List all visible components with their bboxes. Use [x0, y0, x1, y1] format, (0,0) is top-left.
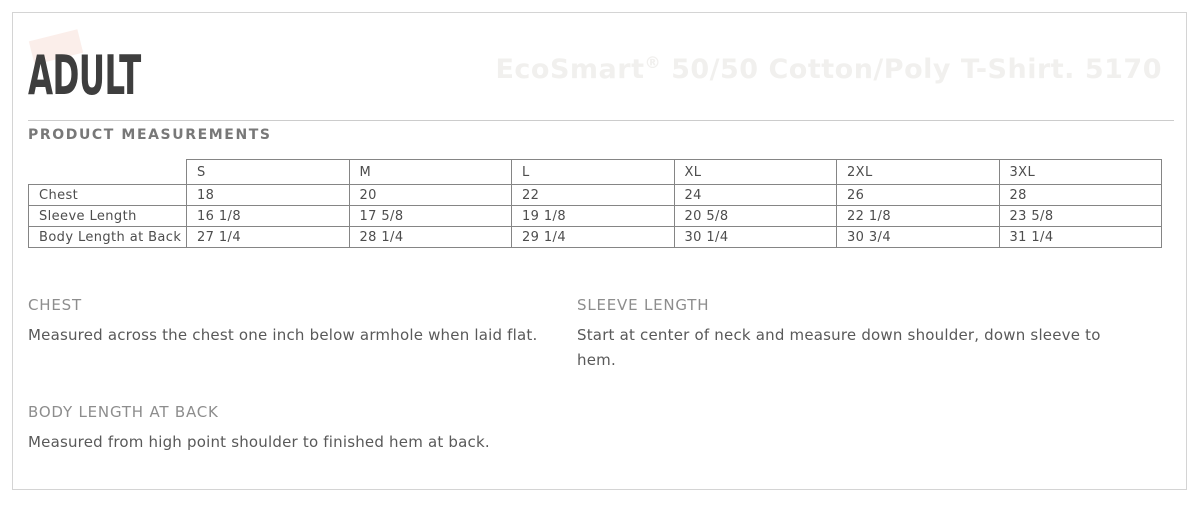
product-brand: EcoSmart	[495, 54, 645, 85]
size-column-header-m: M	[349, 160, 512, 185]
cell: 31 1/4	[999, 227, 1162, 248]
cell: 22 1/8	[837, 206, 1000, 227]
cell: 20	[349, 185, 512, 206]
definition-term: SLEEVE LENGTH	[577, 296, 710, 314]
row-label: Body Length at Back	[29, 227, 187, 248]
definition-sleeve-length	[577, 296, 1125, 373]
table-row-sleeve-length	[29, 206, 1162, 227]
size-column-header-xl: XL	[674, 160, 837, 185]
cell: 24	[674, 185, 837, 206]
definition-term: CHEST	[28, 296, 82, 314]
cell: 28 1/4	[349, 227, 512, 248]
row-label: Chest	[29, 185, 187, 206]
cell: 19 1/8	[512, 206, 675, 227]
cell: 29 1/4	[512, 227, 675, 248]
cell: 23 5/8	[999, 206, 1162, 227]
size-chart-panel	[12, 12, 1187, 490]
cell: 30 1/4	[674, 227, 837, 248]
cell: 22	[512, 185, 675, 206]
cell: 28	[999, 185, 1162, 206]
size-column-header-2xl: 2XL	[837, 160, 1000, 185]
product-name: 50/50 Cotton/Poly T-Shirt. 5170	[661, 54, 1162, 85]
cell: 18	[187, 185, 350, 206]
cell: 20 5/8	[674, 206, 837, 227]
definition-description: Measured from high point shoulder to finished hem at back.	[28, 433, 490, 451]
header-divider	[28, 120, 1174, 121]
size-column-header-l: L	[512, 160, 675, 185]
row-label: Sleeve Length	[29, 206, 187, 227]
cell: 26	[837, 185, 1000, 206]
measurements-table	[28, 159, 1162, 248]
cell: 27 1/4	[187, 227, 350, 248]
cell: 30 3/4	[837, 227, 1000, 248]
cell: 16 1/8	[187, 206, 350, 227]
definition-description: Start at center of neck and measure down shoulder, down sleeve to hem.	[577, 326, 1101, 369]
size-column-header-s: S	[187, 160, 350, 185]
cell: 17 5/8	[349, 206, 512, 227]
page-title: ADULT	[28, 44, 141, 107]
product-title-faded	[495, 53, 1162, 85]
registered-mark: ®	[644, 53, 662, 72]
size-column-header-3xl: 3XL	[999, 160, 1162, 185]
table-row-chest	[29, 185, 1162, 206]
corner-cell	[29, 160, 187, 185]
definition-body-length-at-back	[28, 403, 588, 455]
definition-chest	[28, 296, 563, 348]
size-header-row	[29, 160, 1162, 185]
section-title: PRODUCT MEASUREMENTS	[28, 127, 272, 143]
table-row-body-length	[29, 227, 1162, 248]
definition-term: BODY LENGTH AT BACK	[28, 403, 219, 421]
definition-description: Measured across the chest one inch below armhole when laid flat.	[28, 326, 538, 344]
